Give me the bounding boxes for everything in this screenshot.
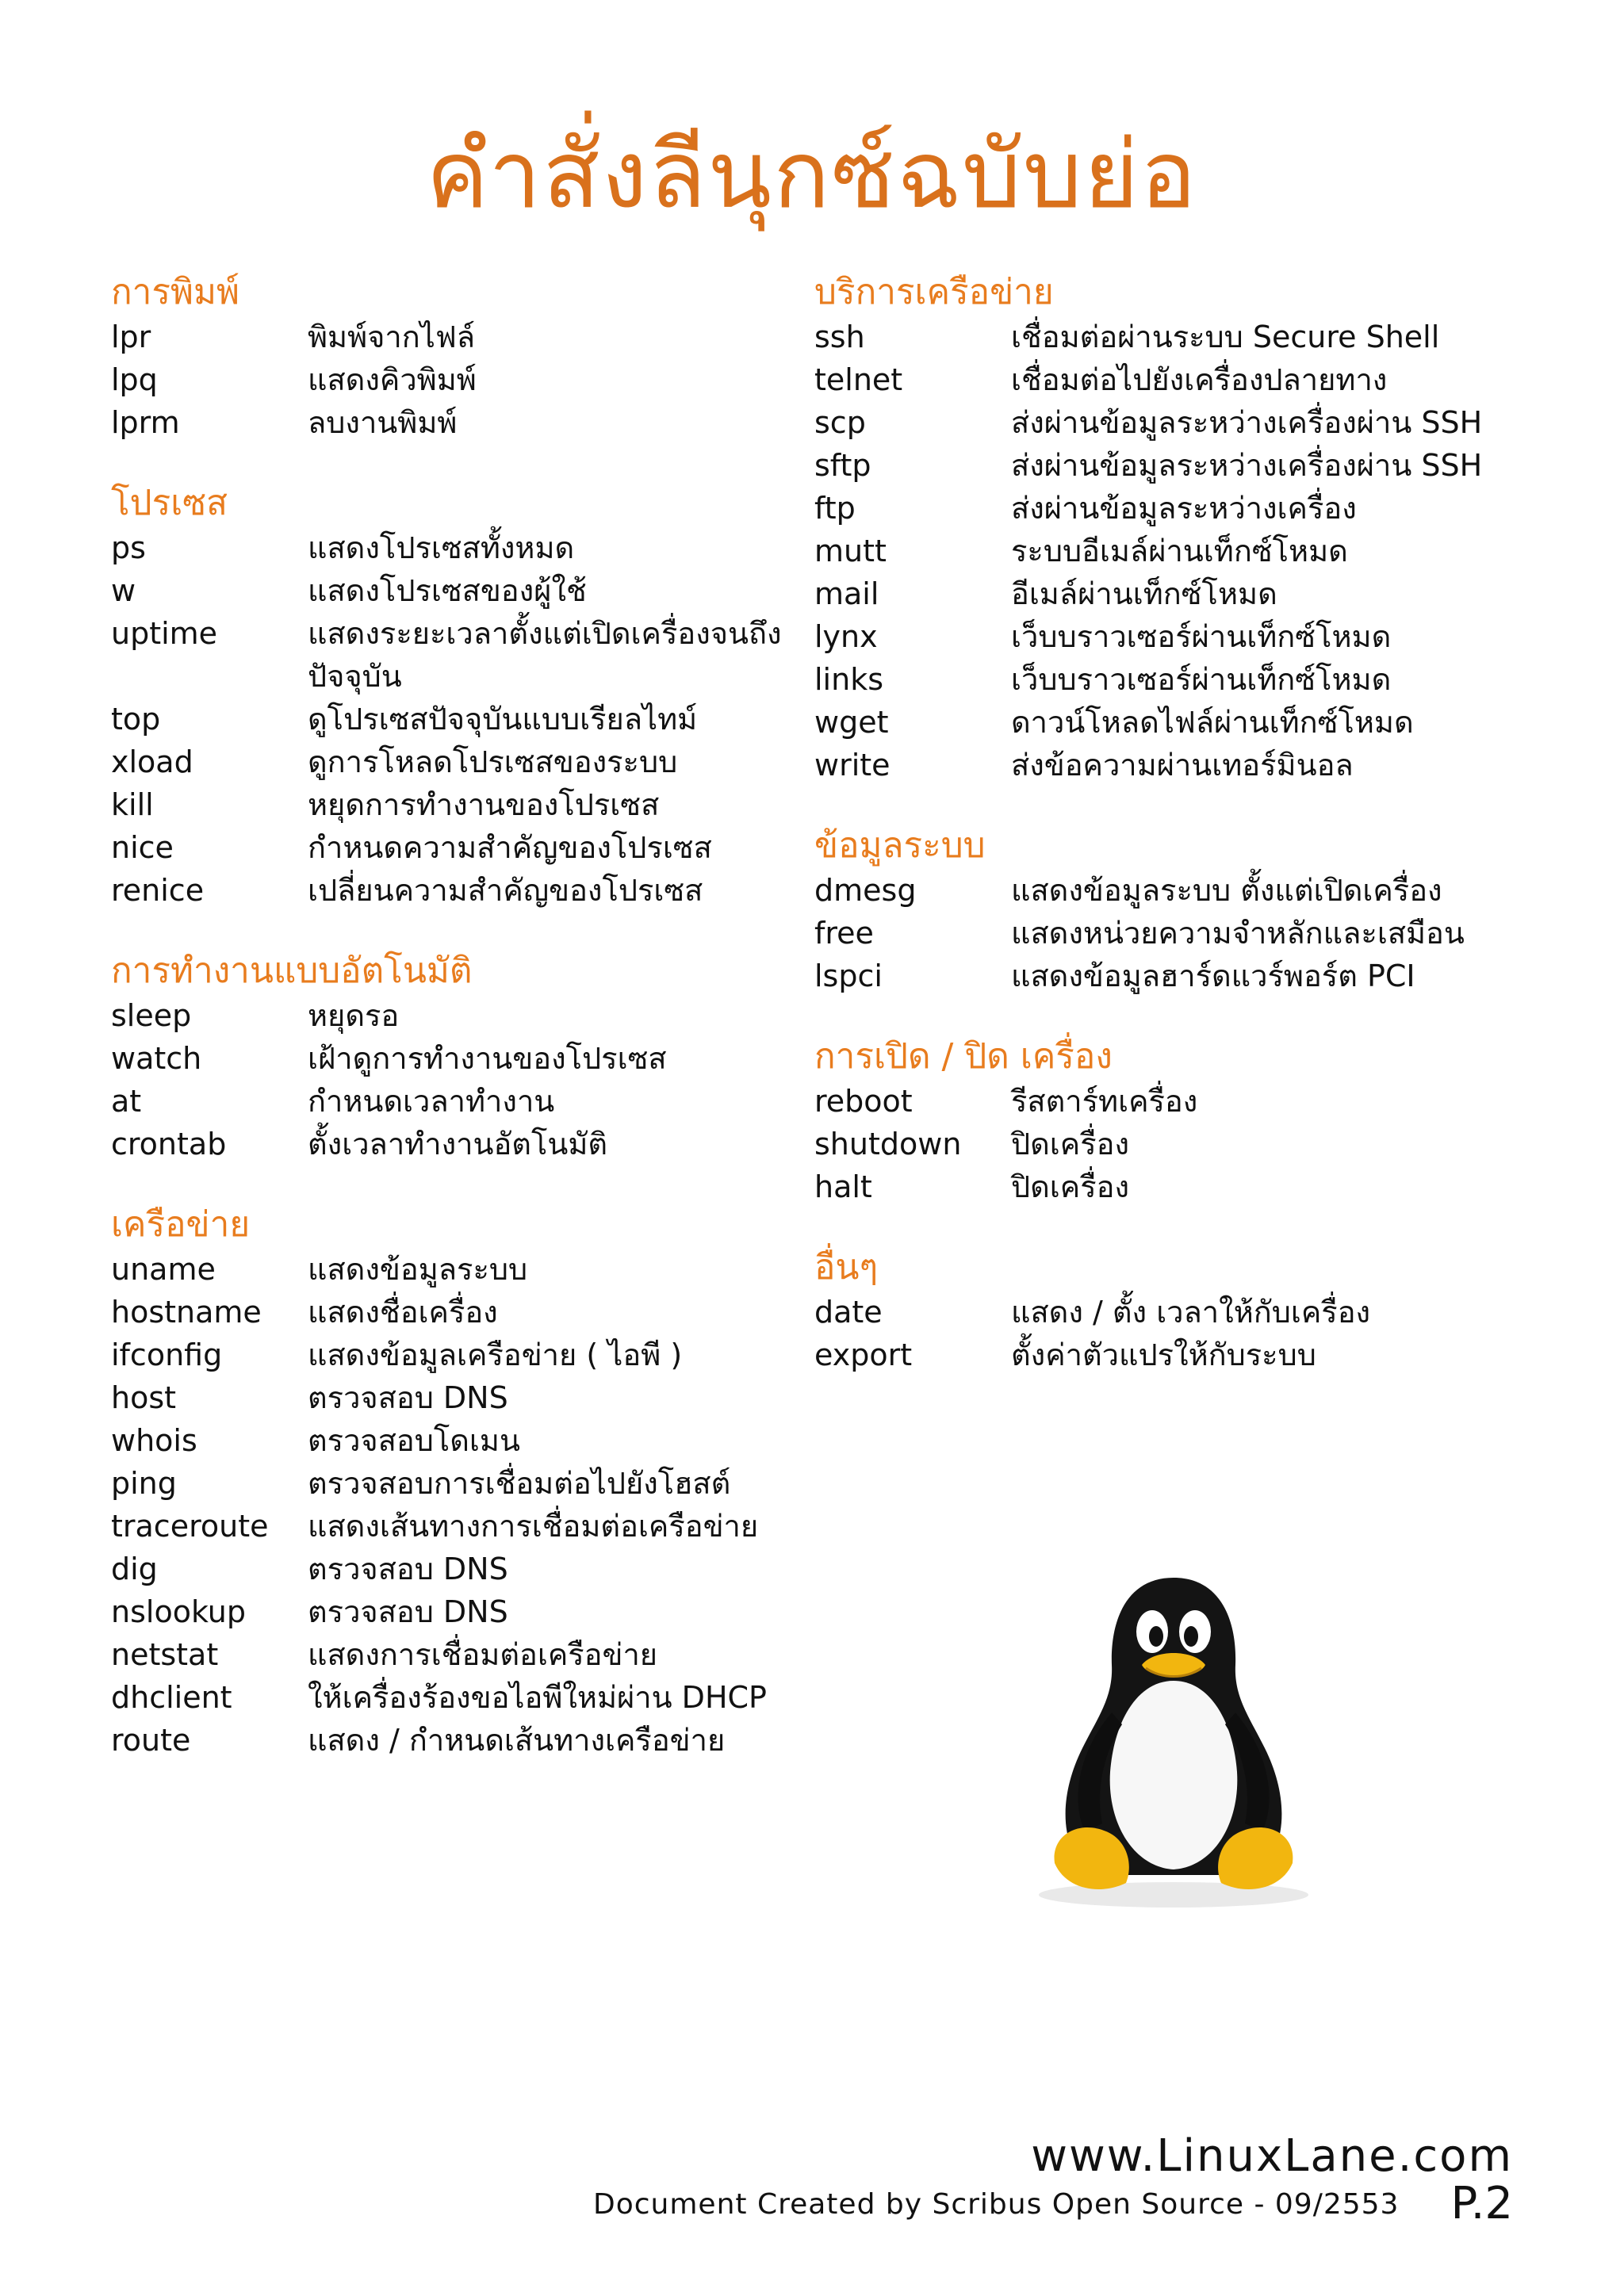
- command-row: [814, 912, 1607, 955]
- command-name: halt: [814, 1169, 872, 1204]
- command-description: เว็บบราวเซอร์ผ่านเท็กซ์โหมด: [1011, 662, 1392, 697]
- command-description: เฝ้าดูการทำงานของโปรเซส: [308, 1041, 667, 1076]
- command-name: at: [111, 1084, 142, 1119]
- command-section: [814, 1034, 1607, 1208]
- command-row: [111, 1462, 793, 1505]
- command-row: [814, 358, 1607, 401]
- section-title: การทำงานแบบอัตโนมัติ: [111, 951, 473, 991]
- command-section: [111, 480, 793, 912]
- command-name: traceroute: [111, 1509, 269, 1544]
- command-name: host: [111, 1380, 177, 1415]
- command-name: w: [111, 573, 136, 608]
- command-name: ftp: [814, 491, 856, 526]
- command-row: [814, 1123, 1607, 1165]
- command-name: date: [814, 1295, 883, 1330]
- command-name: free: [814, 916, 874, 951]
- section-title: โปรเซส: [111, 483, 228, 523]
- command-name: sleep: [111, 998, 192, 1033]
- command-row: [111, 1548, 793, 1590]
- command-description: แสดงชื่อเครื่อง: [308, 1295, 498, 1330]
- command-row: [111, 612, 793, 655]
- command-name: sftp: [814, 448, 871, 483]
- command-description: ดูการโหลดโปรเซสของระบบ: [308, 744, 678, 779]
- command-row: [111, 316, 793, 358]
- command-row: [111, 740, 793, 783]
- command-description: แสดงหน่วยความจำหลักและเสมือน: [1011, 916, 1465, 951]
- command-name: lynx: [814, 619, 878, 654]
- command-row: [111, 1334, 793, 1376]
- command-row: [111, 358, 793, 401]
- command-name: ssh: [814, 320, 865, 354]
- command-name: uname: [111, 1252, 216, 1287]
- section-title: การพิมพ์: [111, 272, 239, 312]
- command-row: [111, 1080, 793, 1123]
- command-row: [111, 1037, 793, 1080]
- command-section: [111, 270, 793, 444]
- command-name: lpr: [111, 320, 151, 354]
- command-name: mutt: [814, 534, 887, 568]
- command-row: [814, 955, 1607, 997]
- command-name: dmesg: [814, 873, 917, 908]
- section-title: อื่นๆ: [814, 1247, 879, 1288]
- command-description: แสดงข้อมูลฮาร์ดแวร์พอร์ต PCI: [1011, 959, 1415, 993]
- command-row: [814, 444, 1607, 487]
- command-description: หยุดการทำงานของโปรเซส: [308, 787, 660, 822]
- command-description: ให้เครื่องร้องขอไอพีใหม่ผ่าน DHCP: [308, 1680, 767, 1715]
- command-section: [814, 270, 1607, 786]
- command-row: [111, 655, 793, 698]
- command-row: [111, 1633, 793, 1676]
- command-description: ปิดเครื่อง: [1011, 1169, 1129, 1204]
- command-row: [814, 1291, 1607, 1334]
- tux-penguin-icon: [1023, 1562, 1324, 1911]
- command-description: ตั้งเวลาทำงานอัตโนมัติ: [308, 1127, 608, 1161]
- command-row: [814, 572, 1607, 615]
- command-description: ปัจจุบัน: [308, 659, 402, 694]
- command-description: พิมพ์จากไฟล์: [308, 320, 476, 354]
- command-row: [111, 569, 793, 612]
- command-row: [111, 869, 793, 912]
- command-row: [814, 1334, 1607, 1376]
- command-row: [814, 1080, 1607, 1123]
- command-row: [814, 530, 1607, 572]
- left-column: [111, 270, 793, 1798]
- command-name: ps: [111, 530, 146, 565]
- command-description: ตรวจสอบ DNS: [308, 1380, 508, 1415]
- command-name: shutdown: [814, 1127, 962, 1161]
- command-section: [814, 823, 1607, 997]
- command-description: เชื่อมต่อผ่านระบบ Secure Shell: [1011, 320, 1440, 354]
- command-name: lspci: [814, 959, 883, 993]
- command-row: [814, 744, 1607, 786]
- command-description: แสดงข้อมูลระบบ ตั้งแต่เปิดเครื่อง: [1011, 873, 1442, 908]
- command-row: [111, 1123, 793, 1165]
- command-description: ส่งผ่านข้อมูลระหว่างเครื่องผ่าน SSH: [1011, 405, 1483, 440]
- command-row: [111, 1590, 793, 1633]
- command-row: [111, 783, 793, 826]
- section-title: เครือข่าย: [111, 1204, 251, 1245]
- created-note: Document Created by Scribus Open Source - 09/2553: [593, 2188, 1400, 2221]
- command-name: uptime: [111, 616, 218, 651]
- command-name: links: [814, 662, 884, 697]
- command-name: xload: [111, 744, 193, 779]
- command-description: แสดงโปรเซสทั้งหมด: [308, 530, 575, 565]
- command-name: crontab: [111, 1127, 227, 1161]
- command-description: แสดงข้อมูลเครือข่าย ( ไอพี ): [308, 1337, 683, 1372]
- command-row: [111, 1376, 793, 1419]
- command-name: [111, 655, 308, 698]
- command-section: [111, 948, 793, 1165]
- command-description: ดาวน์โหลดไฟล์ผ่านเท็กซ์โหมด: [1011, 705, 1414, 740]
- command-description: ตั้งค่าตัวแปรให้กับระบบ: [1011, 1337, 1316, 1372]
- command-row: [111, 698, 793, 740]
- command-name: watch: [111, 1041, 202, 1076]
- command-row: [814, 658, 1607, 701]
- command-row: [814, 316, 1607, 358]
- command-description: หยุดรอ: [308, 998, 400, 1033]
- command-description: แสดงการเชื่อมต่อเครือข่าย: [308, 1637, 658, 1672]
- command-description: กำหนดความสำคัญของโปรเซส: [308, 830, 712, 865]
- command-name: telnet: [814, 362, 903, 397]
- command-description: ตรวจสอบโดเมน: [308, 1423, 520, 1458]
- command-name: scp: [814, 405, 866, 440]
- command-row: [111, 401, 793, 444]
- command-name: write: [814, 748, 891, 783]
- command-description: ส่งผ่านข้อมูลระหว่างเครื่องผ่าน SSH: [1011, 448, 1483, 483]
- command-description: แสดงคิวพิมพ์: [308, 362, 477, 397]
- command-description: แสดงโปรเซสของผู้ใช้: [308, 573, 587, 608]
- right-column: [814, 270, 1607, 1413]
- command-description: ตรวจสอบการเชื่อมต่อไปยังโฮสต์: [308, 1466, 731, 1501]
- command-description: แสดงเส้นทางการเชื่อมต่อเครือข่าย: [308, 1509, 759, 1544]
- command-description: เปลี่ยนความสำคัญของโปรเซส: [308, 873, 703, 908]
- command-name: dhclient: [111, 1680, 232, 1715]
- command-description: ดูโปรเซสปัจจุบันแบบเรียลไทม์: [308, 702, 698, 737]
- command-description: เชื่อมต่อไปยังเครื่องปลายทาง: [1011, 362, 1388, 397]
- command-description: เว็บบราวเซอร์ผ่านเท็กซ์โหมด: [1011, 619, 1392, 654]
- command-description: ปิดเครื่อง: [1011, 1127, 1129, 1161]
- command-name: hostname: [111, 1295, 262, 1330]
- command-row: [111, 1419, 793, 1462]
- command-section: [814, 1245, 1607, 1376]
- command-name: mail: [814, 576, 879, 611]
- section-title: การเปิด / ปิด เครื่อง: [814, 1036, 1113, 1077]
- section-title: ข้อมูลระบบ: [814, 825, 986, 866]
- command-name: reboot: [814, 1084, 913, 1119]
- command-row: [111, 526, 793, 569]
- command-description: อีเมล์ผ่านเท็กซ์โหมด: [1011, 576, 1277, 611]
- command-name: route: [111, 1723, 191, 1758]
- command-row: [814, 487, 1607, 530]
- command-row: [111, 994, 793, 1037]
- command-name: whois: [111, 1423, 197, 1458]
- command-row: [111, 1719, 793, 1762]
- command-description: แสดงข้อมูลระบบ: [308, 1252, 528, 1287]
- command-name: lpq: [111, 362, 158, 397]
- command-row: [111, 1291, 793, 1334]
- command-description: ส่งผ่านข้อมูลระหว่างเครื่อง: [1011, 491, 1357, 526]
- command-description: แสดงระยะเวลาตั้งแต่เปิดเครื่องจนถึง: [308, 616, 782, 651]
- command-description: รีสตาร์ทเครื่อง: [1011, 1084, 1198, 1119]
- command-name: ping: [111, 1466, 177, 1501]
- command-name: lprm: [111, 405, 180, 440]
- command-row: [814, 401, 1607, 444]
- command-name: nice: [111, 830, 174, 865]
- command-description: ระบบอีเมล์ผ่านเท็กซ์โหมด: [1011, 534, 1348, 568]
- command-row: [111, 826, 793, 869]
- command-description: ตรวจสอบ DNS: [308, 1552, 508, 1586]
- command-section: [111, 1202, 793, 1762]
- command-row: [111, 1248, 793, 1291]
- website-url: www.LinuxLane.com: [1031, 2130, 1513, 2182]
- command-name: ifconfig: [111, 1337, 223, 1372]
- command-name: netstat: [111, 1637, 219, 1672]
- command-description: แสดง / ตั้ง เวลาให้กับเครื่อง: [1011, 1295, 1371, 1330]
- command-name: kill: [111, 787, 154, 822]
- command-row: [111, 1505, 793, 1548]
- command-name: top: [111, 702, 161, 737]
- command-description: ตรวจสอบ DNS: [308, 1594, 508, 1629]
- command-row: [814, 701, 1607, 744]
- section-title: บริการเครือข่าย: [814, 272, 1054, 312]
- command-row: [814, 1165, 1607, 1208]
- command-description: ลบงานพิมพ์: [308, 405, 458, 440]
- command-name: wget: [814, 705, 889, 740]
- command-name: export: [814, 1337, 913, 1372]
- page-number: P.2: [1450, 2178, 1513, 2229]
- command-description: แสดง / กำหนดเส้นทางเครือข่าย: [308, 1723, 726, 1758]
- command-row: [814, 869, 1607, 912]
- command-description: ส่งข้อความผ่านเทอร์มินอล: [1011, 748, 1354, 783]
- command-name: dig: [111, 1552, 158, 1586]
- command-row: [814, 615, 1607, 658]
- page-title: คำสั่งลีนุกซ์ฉบับย่อ: [426, 120, 1198, 229]
- command-description: กำหนดเวลาทำงาน: [308, 1084, 555, 1119]
- command-row: [111, 1676, 793, 1719]
- command-name: renice: [111, 873, 205, 908]
- command-name: nslookup: [111, 1594, 246, 1629]
